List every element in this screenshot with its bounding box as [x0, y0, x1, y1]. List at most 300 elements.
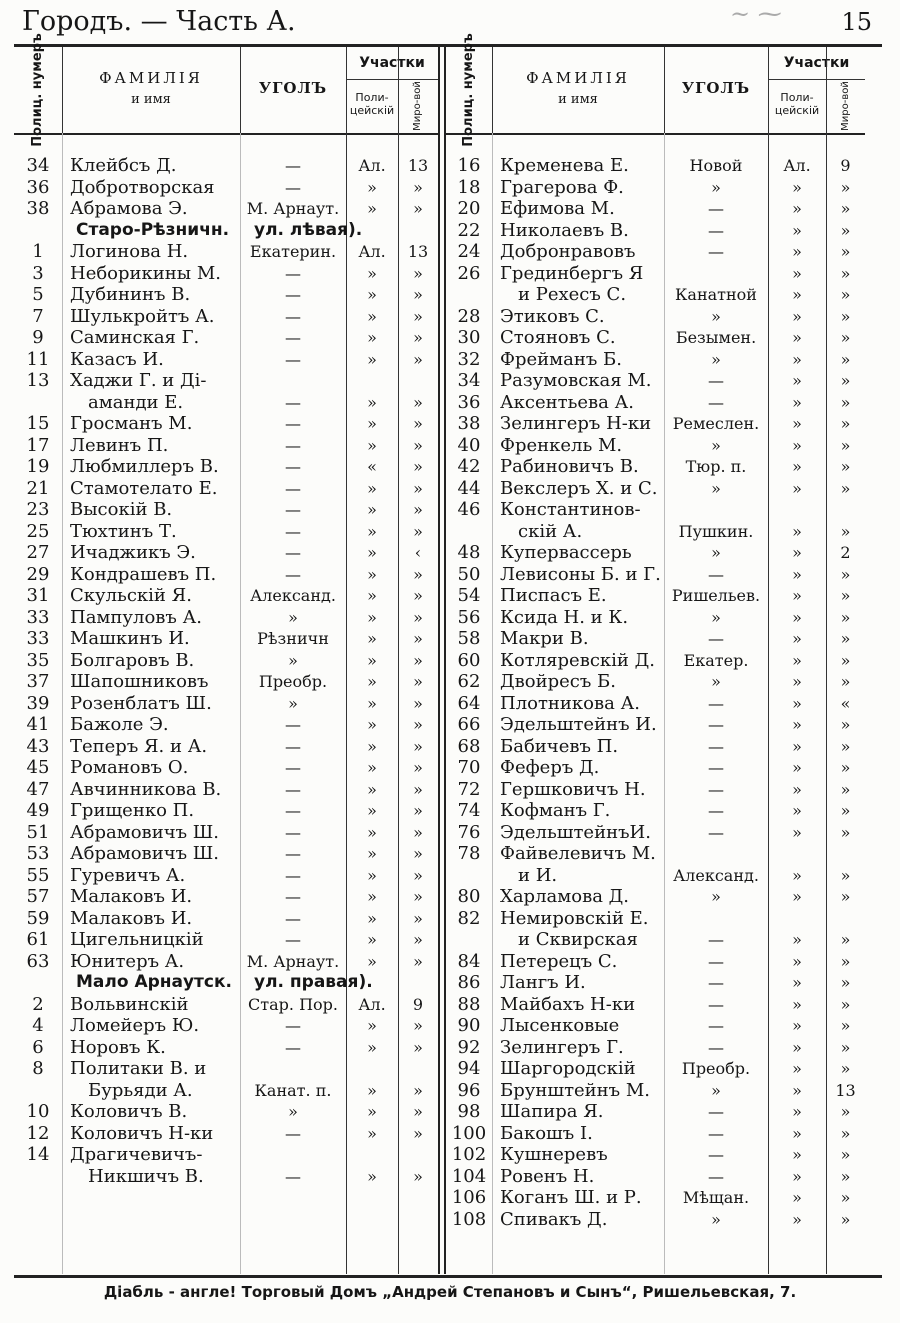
corner-street: —: [285, 865, 301, 885]
police-district: Ал.: [358, 994, 386, 1014]
table-row: [446, 908, 865, 930]
police-district: »: [367, 1166, 377, 1186]
table-row: [446, 177, 865, 199]
house-number: 3: [32, 262, 44, 284]
header-mirovoy: Миро-вой: [839, 81, 851, 131]
house-number: 8: [32, 1058, 44, 1079]
police-district: »: [792, 672, 802, 691]
police-district: »: [792, 414, 802, 433]
header-uchastki: Участки: [359, 55, 425, 71]
bottom-rule: [14, 1275, 882, 1278]
header-corner: УГОЛЪ: [681, 79, 751, 97]
corner-street: —: [708, 973, 724, 992]
corner-street: »: [711, 177, 721, 197]
corner-street: —: [708, 1123, 724, 1143]
table-row: [14, 499, 438, 521]
corner-street: —: [285, 457, 301, 476]
corner-street: —: [285, 285, 301, 304]
magistrate-district: »: [413, 693, 423, 713]
corner-street: »: [711, 543, 721, 562]
house-number: 16: [457, 155, 481, 176]
magistrate-district: »: [413, 650, 423, 670]
magistrate-district: »: [413, 263, 423, 283]
house-number: 37: [26, 671, 50, 692]
house-number: 51: [26, 821, 50, 843]
resident-name: Плотникова А.: [500, 692, 640, 714]
resident-name: Лысенковые: [500, 1015, 620, 1036]
police-district: »: [792, 758, 802, 777]
table-row: [446, 757, 865, 779]
house-number: 17: [26, 434, 50, 456]
table-row: [446, 349, 865, 371]
magistrate-district: »: [840, 371, 851, 390]
police-district: »: [367, 736, 377, 756]
house-number: 38: [457, 413, 481, 434]
corner-street: —: [708, 758, 724, 777]
police-district: »: [792, 478, 802, 498]
table-row: [446, 994, 865, 1016]
police-district: »: [792, 543, 802, 562]
magistrate-district: »: [413, 435, 423, 455]
magistrate-district: ‹: [414, 543, 422, 562]
magistrate-district: »: [413, 779, 423, 799]
table-row: [446, 155, 865, 177]
resident-name: Гросманъ М.: [70, 413, 193, 434]
page-number: 15: [841, 8, 872, 36]
magistrate-district: «: [840, 693, 851, 713]
resident-name: Майбахъ Н-ки: [500, 993, 636, 1015]
magistrate-district: »: [413, 349, 423, 369]
police-district: »: [367, 349, 377, 369]
magistrate-district: »: [840, 564, 851, 584]
magistrate-district: »: [413, 1037, 423, 1057]
corner-street: »: [288, 607, 298, 627]
magistrate-district: »: [413, 478, 423, 498]
police-district: »: [792, 457, 802, 476]
header-num: Полиц. нумеръ: [30, 33, 46, 147]
magistrate-district: »: [413, 1123, 423, 1143]
magistrate-district: »: [840, 672, 851, 691]
police-district: »: [367, 521, 377, 541]
column-divider: [240, 47, 241, 133]
magistrate-district: »: [840, 1123, 851, 1143]
police-district: »: [792, 564, 802, 584]
corner-street: —: [285, 543, 301, 562]
police-district: »: [792, 285, 802, 304]
table-row: [14, 542, 438, 564]
table-row: [446, 542, 865, 564]
header-name-sub: и имя: [131, 92, 171, 107]
police-district: »: [792, 1059, 802, 1078]
corner-street: —: [708, 1166, 724, 1186]
magistrate-district: »: [840, 478, 851, 498]
house-number: 12: [26, 1122, 50, 1144]
corner-street: »: [711, 349, 721, 369]
resident-name: Кондрашевъ П.: [70, 563, 217, 585]
resident-name: Этиковъ С.: [500, 305, 605, 327]
corner-street: —: [285, 521, 301, 541]
table-row: [446, 714, 865, 736]
table-row: [446, 865, 865, 887]
house-number: 15: [26, 413, 50, 434]
magistrate-district: »: [840, 285, 851, 304]
table-row: [14, 886, 438, 908]
house-number: 78: [457, 843, 481, 864]
corner-street: —: [708, 242, 724, 261]
column-divider: [492, 47, 493, 133]
house-number: 49: [26, 800, 50, 821]
resident-name: Коловичъ Н-ки: [70, 1122, 214, 1144]
police-district: »: [367, 693, 377, 713]
police-district: »: [367, 607, 377, 627]
house-number: 41: [26, 714, 50, 735]
house-number: 50: [457, 563, 481, 585]
magistrate-district: »: [413, 930, 423, 949]
magistrate-district: »: [840, 994, 851, 1014]
resident-name: Лангъ И.: [500, 972, 586, 993]
magistrate-district: »: [413, 715, 423, 734]
magistrate-district: »: [840, 865, 851, 885]
corner-street: —: [285, 844, 301, 863]
section-street: Мало Арнаутск.: [76, 972, 232, 992]
table-row: [14, 1037, 438, 1059]
police-district: »: [792, 650, 802, 670]
resident-name: Стамотелато Е.: [70, 477, 218, 499]
corner-street: —: [708, 371, 724, 390]
magistrate-district: »: [840, 306, 851, 326]
resident-name: Зелингеръ Г.: [500, 1036, 624, 1058]
police-district: »: [367, 672, 377, 691]
resident-name: Гершковичъ Н.: [500, 778, 646, 800]
magistrate-district: »: [840, 1059, 851, 1078]
table-row: [446, 800, 865, 822]
police-district: »: [367, 801, 377, 820]
house-number: 96: [457, 1079, 481, 1101]
resident-name: Брунштейнъ М.: [500, 1079, 651, 1101]
magistrate-district: »: [840, 242, 851, 261]
resident-name: Немировскій Е.: [500, 907, 649, 929]
resident-name: Розенблатъ Ш.: [70, 692, 212, 714]
police-district: »: [367, 844, 377, 863]
header-name-label: ФАМИЛІЯ: [99, 69, 203, 87]
magistrate-district: »: [413, 586, 423, 605]
house-number: 76: [457, 821, 481, 843]
header-name: [62, 67, 240, 111]
resident-name: Малаковъ И.: [70, 907, 193, 929]
house-number: 39: [26, 692, 50, 714]
resident-name: Векслеръ Х. и С.: [500, 477, 658, 499]
corner-street: —: [285, 177, 301, 197]
police-district: »: [367, 865, 377, 885]
police-district: »: [792, 1102, 802, 1121]
house-number: 106: [451, 1187, 487, 1208]
magistrate-district: »: [840, 349, 851, 369]
police-district: »: [367, 1080, 377, 1100]
magistrate-district: »: [413, 887, 423, 906]
resident-name: Макри В.: [500, 628, 589, 649]
table-row: [14, 349, 438, 371]
magistrate-district: »: [840, 629, 851, 648]
resident-name: Кушнеревъ: [500, 1144, 608, 1165]
house-number: 68: [457, 735, 481, 757]
house-number: 32: [457, 348, 481, 370]
house-number: 29: [26, 563, 50, 585]
header-name: [492, 67, 664, 111]
house-number: 7: [32, 305, 44, 327]
magistrate-district: »: [413, 908, 423, 928]
house-number: 36: [26, 176, 50, 198]
house-number: 14: [26, 1144, 50, 1165]
table-row: [446, 972, 865, 994]
magistrate-district: »: [413, 414, 423, 433]
resident-name: Ичаджикъ Э.: [70, 542, 196, 563]
magistrate-district: »: [413, 1080, 423, 1100]
house-number: 34: [457, 370, 481, 391]
resident-name: Грединбергъ Я: [500, 262, 644, 284]
police-district: »: [792, 521, 802, 541]
resident-name: Дубининъ В.: [70, 284, 191, 305]
corner-street: »: [711, 887, 721, 906]
house-number: 108: [451, 1208, 487, 1230]
house-number: 102: [451, 1144, 487, 1165]
resident-name: Пампуловъ А.: [70, 606, 202, 628]
magistrate-district: »: [840, 1166, 851, 1186]
magistrate-district: »: [413, 521, 423, 541]
police-district: »: [367, 887, 377, 906]
police-district: »: [792, 263, 802, 283]
corner-street: Пушкин.: [678, 521, 754, 541]
magistrate-district: »: [840, 1102, 851, 1121]
magistrate-district: »: [840, 1145, 851, 1164]
table-row: [446, 607, 865, 629]
corner-street: —: [708, 1145, 724, 1164]
table-row: [446, 1015, 865, 1037]
resident-name: Абрамова Э.: [70, 198, 188, 219]
magistrate-district: »: [840, 521, 851, 541]
police-district: Ал.: [358, 156, 386, 175]
police-district: »: [792, 1166, 802, 1186]
table-row: [14, 370, 438, 392]
police-district: »: [792, 865, 802, 885]
magistrate-district: »: [840, 1209, 851, 1229]
resident-name: Ломейеръ Ю.: [70, 1015, 200, 1036]
resident-name: Цигельницкій: [70, 929, 204, 950]
police-district: »: [792, 930, 802, 949]
house-number: 59: [26, 907, 50, 929]
house-number: 38: [26, 198, 50, 219]
table-row: [14, 1015, 438, 1037]
table-row: [14, 1144, 438, 1166]
resident-name: Добронравовъ: [500, 241, 636, 262]
house-number: 56: [457, 606, 481, 628]
corner-street: —: [708, 930, 724, 949]
magistrate-district: »: [840, 263, 851, 283]
corner-street: —: [285, 500, 301, 519]
police-district: »: [367, 908, 377, 928]
magistrate-district: »: [413, 1016, 423, 1035]
house-number: 30: [457, 327, 481, 348]
house-number: 36: [457, 391, 481, 413]
table-row: [446, 284, 865, 306]
resident-name: Политаки В. и: [70, 1058, 207, 1079]
resident-name: Клейбсъ Д.: [70, 155, 177, 176]
left-table: [14, 33, 440, 1274]
police-district: »: [367, 199, 377, 218]
resident-name: Бажоле Э.: [70, 714, 169, 735]
table-row: [14, 714, 438, 736]
police-district: »: [367, 930, 377, 949]
table-row: [446, 327, 865, 349]
police-district: »: [792, 1037, 802, 1057]
magistrate-district: »: [840, 715, 851, 734]
corner-street: Екатерин.: [249, 242, 337, 261]
corner-street: —: [285, 478, 301, 498]
resident-name: Шапошниковъ: [70, 671, 209, 692]
table-row: [446, 392, 865, 414]
corner-street: —: [285, 801, 301, 820]
resident-name: Кофманъ Г.: [500, 800, 611, 821]
house-number: 47: [26, 778, 50, 800]
house-number: 1: [32, 241, 44, 262]
police-district: »: [792, 371, 802, 390]
corner-street: »: [711, 435, 721, 455]
corner-street: —: [285, 758, 301, 777]
house-number: 100: [451, 1122, 487, 1144]
house-number: 2: [32, 993, 44, 1015]
resident-name: Феферъ Д.: [500, 757, 600, 778]
resident-name: Абрамовичъ Ш.: [70, 843, 220, 864]
house-number: 19: [26, 456, 50, 477]
police-district: »: [367, 1123, 377, 1143]
header-uchastki: Участки: [783, 55, 850, 71]
table-row: [446, 1144, 865, 1166]
house-number: 61: [26, 929, 50, 950]
corner-street: Новой: [689, 156, 743, 175]
house-number: 4: [32, 1015, 44, 1036]
resident-name: Драгичевичъ-: [70, 1144, 203, 1165]
police-district: »: [367, 177, 377, 197]
table-row: [14, 521, 438, 543]
table-row: [446, 886, 865, 908]
magistrate-district: »: [840, 736, 851, 756]
table-row: [14, 413, 438, 435]
corner-street: —: [285, 414, 301, 433]
corner-street: —: [285, 263, 301, 283]
magistrate-district: »: [413, 758, 423, 777]
table-row: [446, 951, 865, 973]
house-number: 60: [457, 649, 481, 671]
magistrate-district: »: [413, 672, 423, 691]
magistrate-district: »: [840, 973, 851, 992]
house-number: 64: [457, 692, 481, 714]
police-district: «: [367, 457, 377, 476]
house-number: 33: [26, 628, 50, 649]
table-row: [446, 929, 865, 951]
resident-name: Эдельштейнъ И.: [500, 714, 657, 735]
magistrate-district: »: [840, 392, 851, 412]
table-row: [14, 263, 438, 285]
house-number: 9: [32, 327, 44, 348]
corner-street: —: [708, 1016, 724, 1035]
table-row: [14, 1123, 438, 1145]
magistrate-district: »: [413, 564, 423, 584]
table-row: [446, 241, 865, 263]
resident-name: Фрейманъ Б.: [500, 348, 622, 370]
police-district: »: [367, 951, 377, 971]
resident-name: Шулькройтъ А.: [70, 305, 215, 327]
police-district: »: [367, 500, 377, 519]
resident-name: Никшичъ В.: [88, 1165, 204, 1187]
corner-street: »: [711, 306, 721, 326]
table-row: [446, 1166, 865, 1188]
magistrate-district: »: [413, 1166, 423, 1186]
magistrate-district: »: [413, 822, 423, 842]
resident-name: Файвелевичъ М.: [500, 843, 656, 864]
resident-name: Николаевъ В.: [500, 219, 629, 241]
police-district: »: [367, 414, 377, 433]
police-district: »: [367, 1016, 377, 1035]
resident-name: Бурьяди А.: [88, 1079, 193, 1101]
magistrate-district: »: [840, 930, 851, 949]
police-district: »: [367, 822, 377, 842]
corner-street: »: [711, 478, 721, 498]
table-row: [446, 198, 865, 220]
magistrate-district: »: [413, 177, 423, 197]
table-row: [446, 564, 865, 586]
table-row: [14, 155, 438, 177]
police-district: »: [367, 1037, 377, 1057]
table-row: [446, 585, 865, 607]
corner-street: Тюр. п.: [685, 457, 747, 476]
resident-name: Шаргородскій: [500, 1058, 636, 1079]
table-row: [14, 671, 438, 693]
corner-street: —: [285, 1166, 301, 1186]
police-district: »: [367, 392, 377, 412]
magistrate-district: »: [840, 199, 851, 218]
magistrate-district: »: [413, 951, 423, 971]
police-district: »: [792, 973, 802, 992]
resident-name: Норовъ К.: [70, 1036, 166, 1058]
table-row: [14, 607, 438, 629]
header-mirovoy: Миро-вой: [412, 81, 423, 131]
magistrate-district: »: [840, 220, 851, 240]
table-row: [14, 865, 438, 887]
corner-street: —: [285, 822, 301, 842]
table-row: [14, 327, 438, 349]
corner-street: —: [708, 199, 724, 218]
table-row: [14, 435, 438, 457]
resident-name: Стояновъ С.: [500, 327, 616, 348]
corner-street: »: [711, 607, 721, 627]
table-row: [14, 1101, 438, 1123]
corner-street: »: [288, 693, 298, 713]
resident-name: Хаджи Г. и Ді-: [70, 370, 207, 391]
table-row: [14, 628, 438, 650]
magistrate-district: »: [840, 801, 851, 820]
table-row: [14, 800, 438, 822]
column-divider: [62, 47, 63, 133]
house-number: 55: [26, 864, 50, 886]
resident-name: Рабиновичъ В.: [500, 456, 639, 477]
table-row: [446, 1187, 865, 1209]
house-number: 26: [457, 262, 481, 284]
corner-street: »: [711, 672, 721, 691]
house-number: 22: [457, 219, 481, 241]
house-number: 92: [457, 1036, 481, 1058]
house-number: 23: [26, 499, 50, 520]
corner-street: Канатной: [675, 285, 757, 304]
table-row: [446, 263, 865, 285]
